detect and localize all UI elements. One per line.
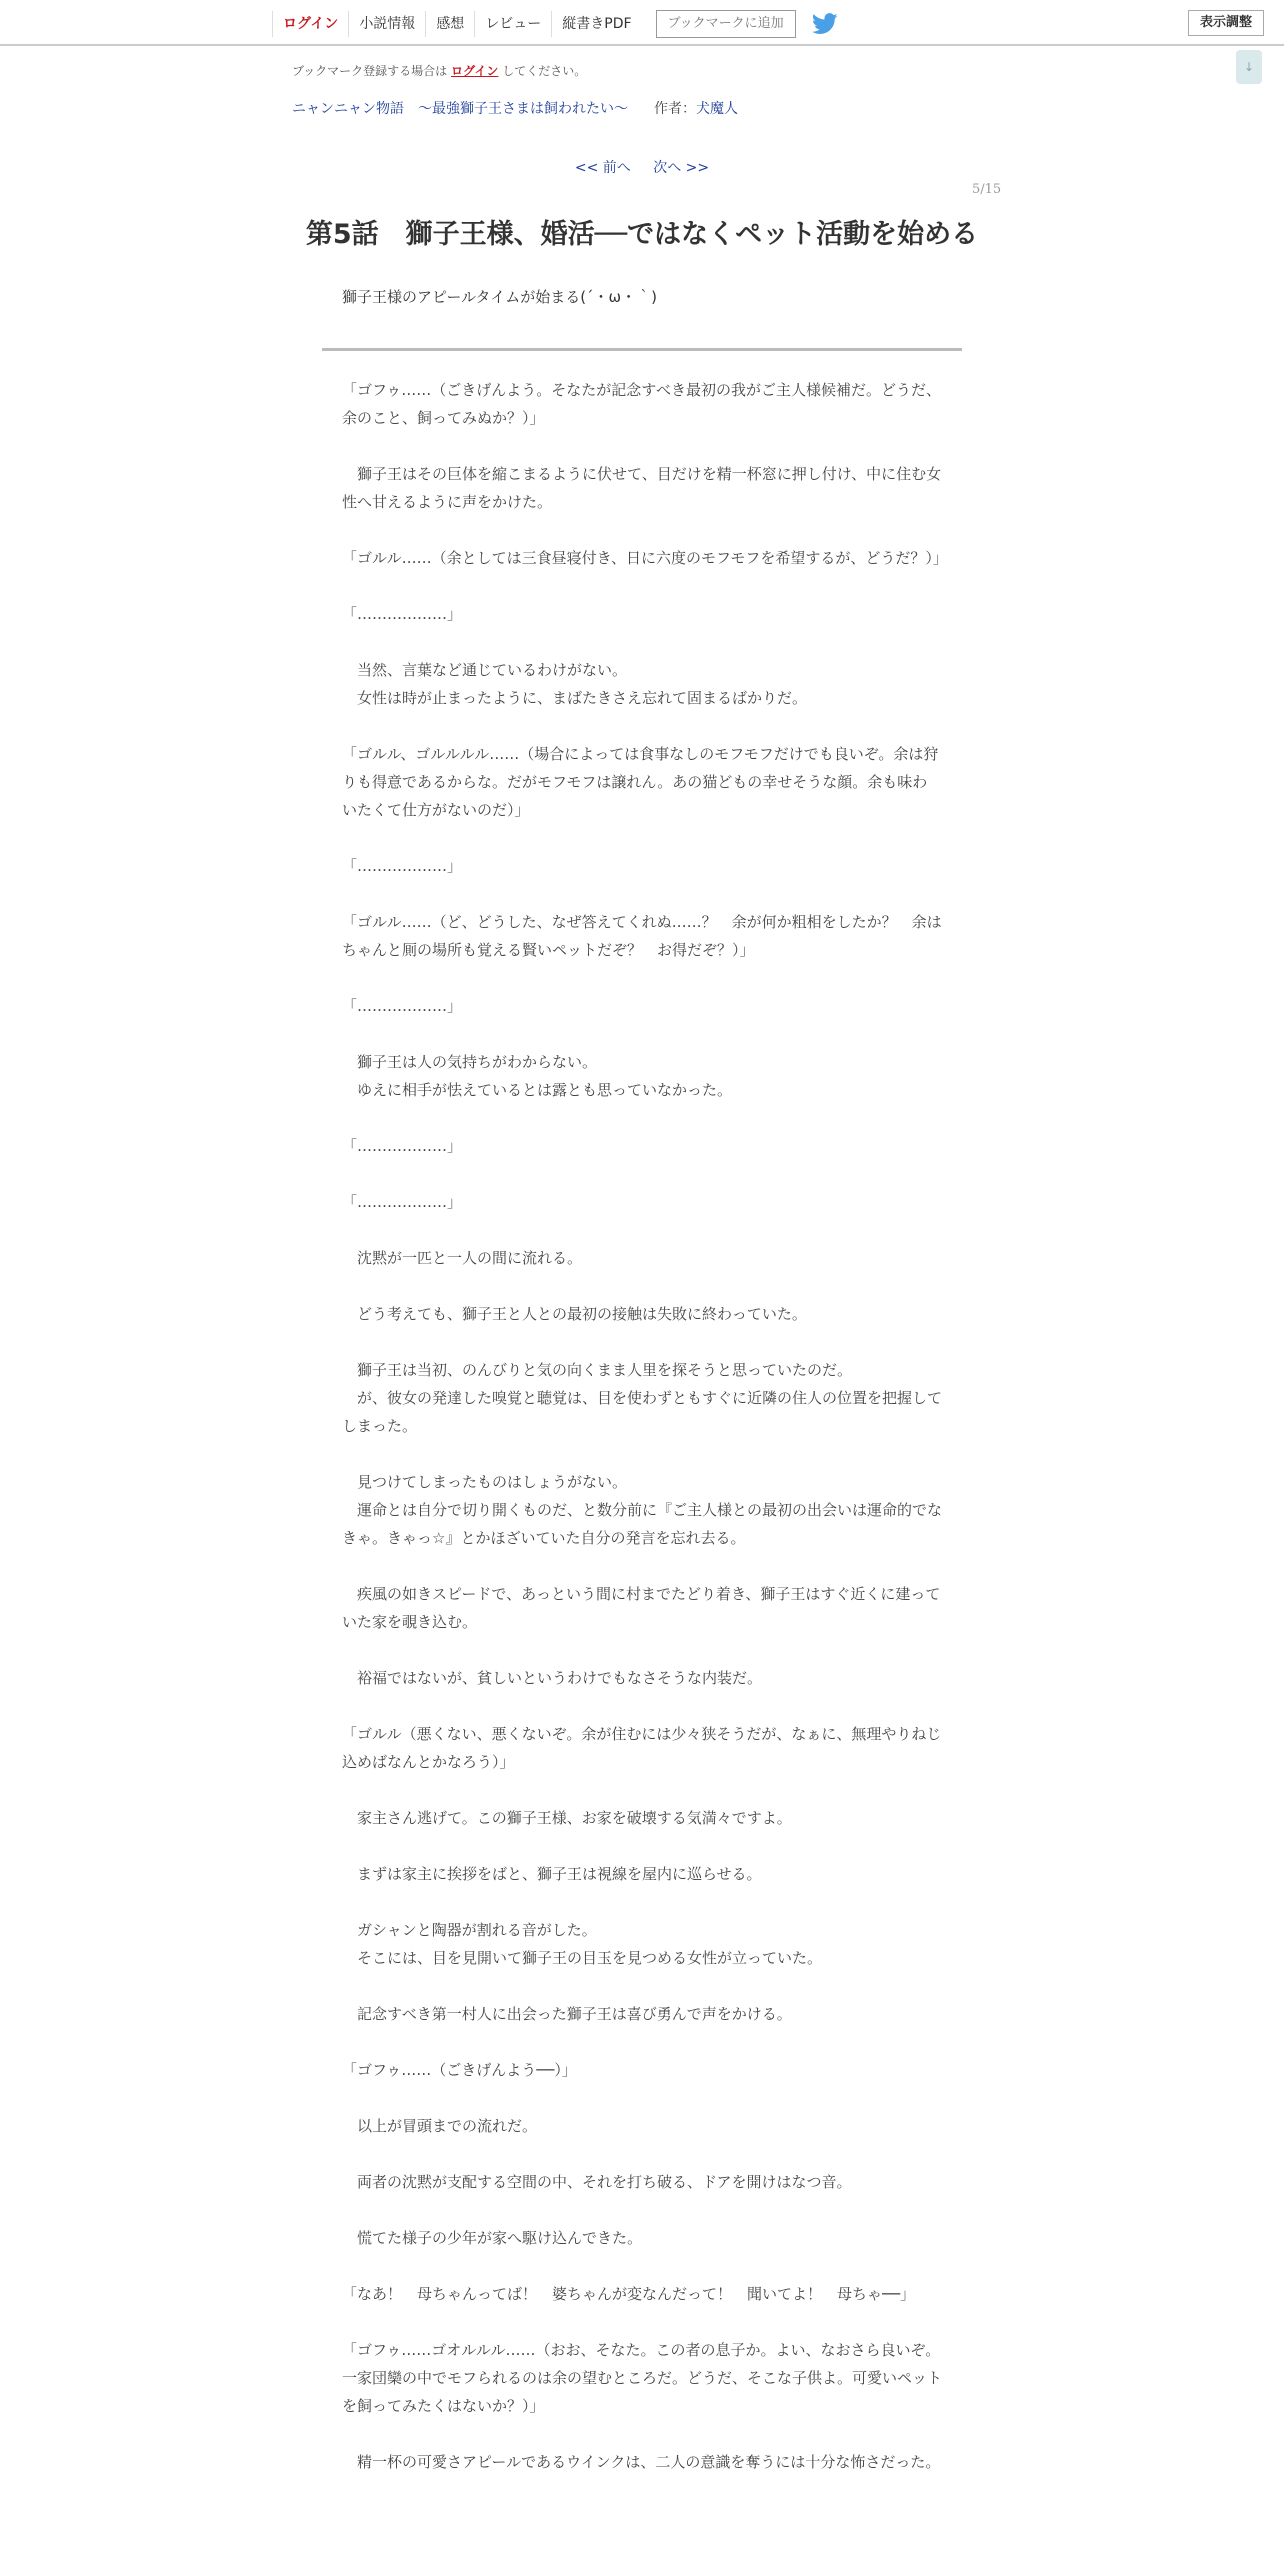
body-paragraph: 見つけてしまったものはしょうがない。 — [342, 1473, 628, 1491]
body-paragraph: 獅子王は人の気持ちがわからない。 — [342, 1053, 598, 1071]
body-paragraph: 疾風の如きスピードで、あっという間に村までたどり着き、獅子王はすぐ近くに建っていた家を覗き込む。 — [342, 1585, 941, 1631]
body-paragraph: 両者の沈黙が支配する空間の中、それを打ち破る、ドアを開けはなつ音。 — [342, 2173, 852, 2191]
site-header — [0, 0, 1284, 46]
body-paragraph: 「………………」 — [342, 605, 463, 623]
blank-line — [342, 824, 942, 852]
body-paragraph: 家主さん逃げて。この獅子王様、お家を破壊する気満々ですよ。 — [342, 1809, 792, 1827]
chapter-pager — [0, 157, 1284, 177]
blank-line — [342, 516, 942, 544]
author-name-link[interactable]: 犬魔人 — [696, 101, 738, 117]
body-paragraph: 「ゴルル……（ど、どうした、なぜ答えてくれぬ……？ 余が何か粗相をしたか？ 余はちゃんと厠の場所も覚える賢いペットだぞ？ お得だぞ？）」 — [342, 913, 942, 959]
blank-line — [342, 1552, 942, 1580]
body-paragraph: 「………………」 — [342, 1193, 463, 1211]
page-count: 5/15 — [972, 182, 1002, 197]
prev-chapter-link[interactable]: << 前へ — [574, 160, 631, 176]
body-paragraph: ゆえに相手が怯えているとは露とも思っていなかった。 — [342, 1081, 733, 1099]
nav-review-link[interactable]: レビュー — [474, 11, 551, 37]
blank-line — [342, 1832, 942, 1860]
blank-line — [342, 2028, 942, 2056]
twitter-bird-icon[interactable] — [812, 13, 838, 35]
author-label: 作者： — [654, 101, 696, 117]
nav-vertical-pdf-link[interactable]: 縦書きPDF — [551, 11, 641, 37]
blank-line — [342, 1636, 942, 1664]
series-title-link[interactable]: ニャンニャン物語 ～最強獅子王さまは飼われたい～ — [292, 101, 628, 117]
header-nav — [272, 10, 838, 38]
login-notice-link[interactable]: ログイン — [451, 64, 499, 78]
body-paragraph: 女性は時が止まったように、まばたきさえ忘れて固まるばかりだ。 — [342, 689, 808, 707]
blank-line — [342, 712, 942, 740]
body-paragraph: 「ゴフゥ……（ごきげんよう。そなたが記念すべき最初の我がご主人様候補だ。どうだ、余のこと、飼ってみぬか？）」 — [342, 381, 941, 427]
blank-line — [342, 1160, 942, 1188]
blank-line — [342, 2196, 942, 2224]
blank-line — [342, 1776, 942, 1804]
blank-line — [342, 1216, 942, 1244]
blank-line — [342, 1888, 942, 1916]
body-paragraph: 以上が冒頭までの流れだ。 — [342, 2117, 538, 2135]
novel-body-text — [342, 376, 948, 2476]
blank-line — [342, 1328, 942, 1356]
body-paragraph: 「なあ！ 母ちゃんってば！ 婆ちゃんが変なんだって！ 聞いてよ！ 母ちゃ──」 — [342, 2285, 916, 2303]
blank-line — [342, 1692, 942, 1720]
next-chapter-link[interactable]: 次へ >> — [653, 160, 710, 176]
body-paragraph: まずは家主に挨拶をばと、獅子王は視線を屋内に巡らせる。 — [342, 1865, 762, 1883]
body-paragraph: 慌てた様子の少年が家へ駆け込んできた。 — [342, 2229, 643, 2247]
body-paragraph: 「ゴルル（悪くない、悪くないぞ。余が住むには少々狭そうだが、なぁに、無理やりねじ込めばなんとかなろう）」 — [342, 1725, 942, 1771]
body-paragraph: 獅子王は当初、のんびりと気の向くまま人里を探そうと思っていたのだ。 — [342, 1361, 853, 1379]
nav-login-link[interactable]: ログイン — [272, 11, 348, 37]
body-paragraph: 当然、言葉など通じているわけがない。 — [342, 661, 628, 679]
nav-impressions-link[interactable]: 感想 — [425, 11, 474, 37]
blank-line — [342, 432, 942, 460]
blank-line — [342, 1104, 942, 1132]
body-paragraph: 裕福ではないが、貧しいというわけでもなさそうな内装だ。 — [342, 1669, 763, 1687]
body-paragraph: 精一杯の可愛さアピールであるウインクは、二人の意識を奪うには十分な怖さだった。 — [342, 2453, 941, 2471]
blank-line — [342, 2308, 942, 2336]
blank-line — [342, 2252, 942, 2280]
blank-line — [342, 1440, 942, 1468]
body-paragraph: が、彼女の発達した嗅覚と聴覚は、目を使わずともすぐに近隣の住人の位置を把握してしまった。 — [342, 1389, 943, 1435]
add-bookmark-button[interactable]: ブックマークに追加 — [656, 10, 796, 38]
body-paragraph: どう考えても、獅子王と人との最初の接触は失敗に終わっていた。 — [342, 1305, 807, 1323]
body-paragraph: ガシャンと陶器が割れる音がした。 — [342, 1921, 597, 1939]
chapter-title: 第5話 獅子王様、婚活──ではなくペット活動を始める — [305, 219, 979, 250]
body-paragraph: 獅子王はその巨体を縮こまるように伏せて、目だけを精一杯窓に押し付け、中に住む女性へ甘えるように声をかけた。 — [342, 465, 942, 511]
blank-line — [342, 2420, 942, 2448]
blank-line — [342, 964, 942, 992]
body-paragraph: 「ゴルル、ゴルルルル……（場合によっては食事なしのモフモフだけでも良いぞ。余は狩りも得意であるからな。だがモフモフは譲れん。あの猫どもの幸せそうな顔。余も味わいたくて仕方がないのだ）」 — [342, 745, 939, 819]
body-paragraph: 「………………」 — [342, 997, 463, 1015]
login-notice-before: ブックマーク登録する場合は — [292, 64, 448, 78]
body-paragraph: 「ゴルル……（余としては三食昼寝付き、日に六度のモフモフを希望するが、どうだ？）」 — [342, 549, 948, 567]
chapter-preface: 獅子王様のアピールタイムが始まる(´・ω・｀) — [342, 288, 657, 306]
blank-line — [342, 880, 942, 908]
blank-line — [342, 1020, 942, 1048]
display-settings-button[interactable]: 表示調整 — [1188, 10, 1264, 36]
blank-line — [342, 2084, 942, 2112]
blank-line — [342, 1272, 942, 1300]
login-notice — [292, 62, 586, 79]
body-paragraph: 沈黙が一匹と一人の間に流れる。 — [342, 1249, 583, 1267]
body-paragraph: 「ゴフゥ……（ごきげんよう──）」 — [342, 2061, 577, 2079]
scroll-down-button[interactable]: ↓ — [1236, 50, 1262, 84]
blank-line — [342, 2140, 942, 2168]
blank-line — [342, 572, 942, 600]
body-paragraph: そこには、目を見開いて獅子王の目玉を見つめる女性が立っていた。 — [342, 1949, 823, 1967]
blank-line — [342, 1972, 942, 2000]
body-paragraph: 「………………」 — [342, 857, 463, 875]
blank-line — [342, 628, 942, 656]
body-paragraph: 「………………」 — [342, 1137, 463, 1155]
body-paragraph: 運命とは自分で切り開くものだ、と数分前に『ご主人様との最初の出会いは運命的でなきゃ。きゃっ☆』とかほざいていた自分の発言を忘れ去る。 — [342, 1501, 943, 1547]
series-info — [292, 98, 738, 118]
body-paragraph: 「ゴフゥ……ゴオルルル……（おお、そなた。この者の息子か。よい、なおさら良いぞ。一家団欒の中でモフられるのは余の望むところだ。どうだ、そこな子供よ。可愛いペットを飼ってみたくはないか？）」 — [342, 2341, 943, 2415]
body-paragraph: 記念すべき第一村人に出会った獅子王は喜び勇んで声をかける。 — [342, 2005, 792, 2023]
preface-divider — [322, 348, 962, 351]
nav-novel-info-link[interactable]: 小説情報 — [348, 11, 425, 37]
login-notice-after: してください。 — [502, 64, 587, 78]
